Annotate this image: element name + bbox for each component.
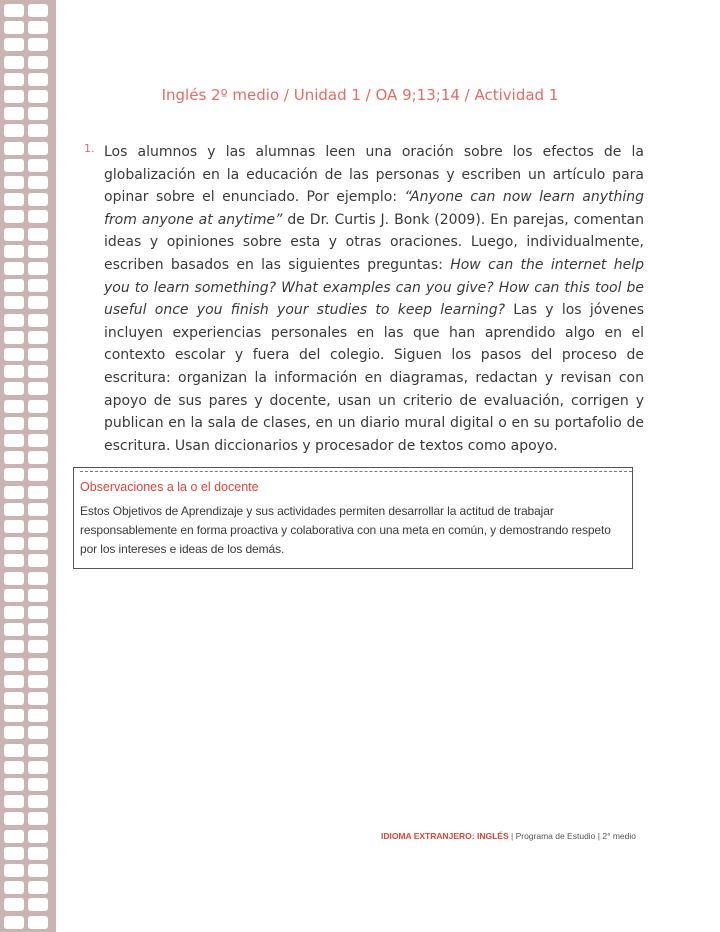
sidebar-pattern-square xyxy=(28,726,48,739)
sidebar-pattern-square xyxy=(4,898,24,911)
observations-title: Observaciones a la o el docente xyxy=(80,480,259,494)
sidebar-pattern-square xyxy=(4,90,24,103)
sidebar-pattern-square xyxy=(4,451,24,464)
sidebar-pattern-square xyxy=(28,692,48,705)
sidebar-pattern-square xyxy=(28,744,48,757)
sidebar-pattern-square xyxy=(28,640,48,653)
sidebar-pattern-square xyxy=(4,675,24,688)
sidebar-pattern-square xyxy=(4,73,24,86)
sidebar-pattern-square xyxy=(4,572,24,585)
sidebar-pattern-square xyxy=(28,709,48,722)
sidebar-pattern-square xyxy=(28,73,48,86)
sidebar-pattern-square xyxy=(4,486,24,499)
sidebar-pattern-square xyxy=(28,537,48,550)
sidebar-pattern-square xyxy=(4,193,24,206)
sidebar-pattern-square xyxy=(28,658,48,671)
sidebar-pattern-square xyxy=(4,210,24,223)
sidebar-pattern-square xyxy=(4,830,24,843)
sidebar-pattern-square xyxy=(28,554,48,567)
sidebar-pattern-square xyxy=(28,761,48,774)
observations-text: Estos Objetivos de Aprendizaje y sus actividades permiten desarrollar la actitud de trabajar responsablemente en forma proactiva y colaborativa con una meta en común, y demostrando respeto por los intereses e ideas de los demás. xyxy=(80,504,611,556)
decorative-sidebar xyxy=(0,0,56,932)
sidebar-pattern-square xyxy=(4,812,24,825)
sidebar-pattern-square xyxy=(28,56,48,69)
sidebar-pattern-square xyxy=(28,159,48,172)
sidebar-pattern-square xyxy=(28,606,48,619)
sidebar-pattern-square xyxy=(4,400,24,413)
sidebar-pattern-square xyxy=(28,434,48,447)
sidebar-pattern-square xyxy=(28,572,48,585)
sidebar-pattern-square xyxy=(4,606,24,619)
sidebar-pattern-square xyxy=(4,382,24,395)
footer-grade: 2° medio xyxy=(602,831,636,841)
sidebar-pattern-square xyxy=(4,142,24,155)
sidebar-pattern-square xyxy=(28,382,48,395)
sidebar-pattern-square xyxy=(28,417,48,430)
sidebar-pattern-square xyxy=(4,331,24,344)
sidebar-pattern-square xyxy=(4,658,24,671)
sidebar-pattern-square xyxy=(28,331,48,344)
sidebar-pattern-square xyxy=(4,778,24,791)
sidebar-pattern-square xyxy=(4,744,24,757)
footer-separator: | xyxy=(508,831,516,841)
footer-separator: | xyxy=(595,831,603,841)
activity-quote: “Anyone can now learn anything from anyone at anytime” xyxy=(104,189,644,228)
sidebar-pattern-square xyxy=(4,262,24,275)
sidebar-pattern-square xyxy=(28,486,48,499)
sidebar-pattern-square xyxy=(4,554,24,567)
sidebar-pattern-square xyxy=(4,107,24,120)
activity-text-part-1: Los alumnos y las alumnas leen una oración sobre los efectos de la globalización en la educación de las personas y escriben un artículo para opinar sobre el enunciado. Por ejemplo: xyxy=(104,144,644,206)
sidebar-pattern-square xyxy=(28,228,48,241)
sidebar-pattern-square xyxy=(4,4,24,17)
sidebar-pattern-square xyxy=(4,228,24,241)
sidebar-pattern-square xyxy=(28,847,48,860)
sidebar-pattern-square xyxy=(4,279,24,292)
sidebar-pattern-square xyxy=(4,520,24,533)
activity-text-part-3: Las y los jóvenes incluyen experiencias personales en las que han aprendido algo en el contexto escolar y fuera del colegio. Siguen los pasos del proceso de escritura: organizan la información en diagramas, redactan y revisan con apoyo de sus pares y docente, usan un criterio de evaluación, corrigen y publican en la sala de clases, en un diario mural digital o en su portafolio de escritura. Usan diccionarios y procesador de textos como apoyo. xyxy=(104,302,644,454)
sidebar-pattern-square xyxy=(28,675,48,688)
sidebar-pattern-square xyxy=(28,210,48,223)
sidebar-pattern-square xyxy=(4,159,24,172)
observations-divider xyxy=(80,471,632,472)
page-footer xyxy=(381,831,636,841)
activity-number: 1. xyxy=(84,142,95,155)
sidebar-pattern-square xyxy=(4,709,24,722)
sidebar-pattern-square xyxy=(28,795,48,808)
sidebar-pattern-square xyxy=(28,279,48,292)
sidebar-pattern-square xyxy=(28,90,48,103)
sidebar-pattern-square xyxy=(28,623,48,636)
activity-text-part-2: de Dr. Curtis J. Bonk (2009). En parejas, comentan ideas y opiniones sobre esta y otras oraciones. Luego, individualmente, escriben basados en las siguientes preguntas: xyxy=(104,211,644,273)
sidebar-pattern-square xyxy=(28,451,48,464)
sidebar-pattern-square xyxy=(28,365,48,378)
sidebar-pattern-square xyxy=(28,142,48,155)
sidebar-pattern-square xyxy=(4,881,24,894)
sidebar-pattern-square xyxy=(4,503,24,516)
activity-questions: How can the internet help you to learn something? What examples can you give? How can this tool be useful once you finish your studies to keep learning? xyxy=(104,256,644,319)
sidebar-pattern-square xyxy=(4,296,24,309)
sidebar-pattern-square xyxy=(4,623,24,636)
sidebar-pattern-square xyxy=(4,468,24,481)
sidebar-pattern-square xyxy=(4,124,24,137)
sidebar-pattern-square xyxy=(28,4,48,17)
footer-subject: IDIOMA EXTRANJERO: INGLÉS xyxy=(380,831,509,841)
sidebar-pattern-square xyxy=(4,640,24,653)
sidebar-pattern-square xyxy=(28,314,48,327)
sidebar-pattern-square xyxy=(4,348,24,361)
sidebar-pattern-square xyxy=(28,812,48,825)
sidebar-pattern-square xyxy=(28,589,48,602)
activity-description xyxy=(104,141,644,457)
sidebar-pattern-square xyxy=(28,830,48,843)
sidebar-pattern-square xyxy=(28,520,48,533)
sidebar-pattern-square xyxy=(28,21,48,34)
sidebar-pattern-square xyxy=(4,21,24,34)
sidebar-pattern-square xyxy=(28,898,48,911)
sidebar-pattern-square xyxy=(28,400,48,413)
sidebar-pattern-square xyxy=(4,365,24,378)
page-title: Inglés 2º medio / Unidad 1 / OA 9;13;14 / Actividad 1 xyxy=(161,86,559,104)
sidebar-pattern-square xyxy=(4,726,24,739)
sidebar-pattern-square xyxy=(28,262,48,275)
sidebar-pattern-square xyxy=(4,56,24,69)
sidebar-pattern-square xyxy=(28,881,48,894)
sidebar-pattern-square xyxy=(28,296,48,309)
sidebar-pattern-square xyxy=(4,417,24,430)
sidebar-pattern-square xyxy=(28,348,48,361)
sidebar-pattern-square xyxy=(4,795,24,808)
sidebar-pattern-square xyxy=(4,38,24,51)
sidebar-pattern-square xyxy=(28,503,48,516)
sidebar-pattern-square xyxy=(28,124,48,137)
sidebar-pattern-square xyxy=(4,245,24,258)
sidebar-pattern-square xyxy=(4,864,24,877)
sidebar-pattern-square xyxy=(4,176,24,189)
sidebar-pattern-square xyxy=(28,778,48,791)
sidebar-pattern-square xyxy=(4,916,24,929)
sidebar-pattern-square xyxy=(28,193,48,206)
sidebar-pattern-square xyxy=(4,692,24,705)
sidebar-pattern-square xyxy=(28,176,48,189)
sidebar-pattern-square xyxy=(28,468,48,481)
footer-program: Programa de Estudio xyxy=(515,831,596,841)
sidebar-pattern-square xyxy=(28,864,48,877)
sidebar-pattern-square xyxy=(4,589,24,602)
sidebar-pattern-square xyxy=(28,245,48,258)
sidebar-pattern-square xyxy=(28,916,48,929)
sidebar-pattern-square xyxy=(4,434,24,447)
sidebar-pattern-square xyxy=(28,107,48,120)
sidebar-pattern-square xyxy=(4,847,24,860)
sidebar-pattern-square xyxy=(4,537,24,550)
sidebar-pattern-square xyxy=(4,314,24,327)
sidebar-pattern-square xyxy=(28,38,48,51)
sidebar-pattern-square xyxy=(4,761,24,774)
